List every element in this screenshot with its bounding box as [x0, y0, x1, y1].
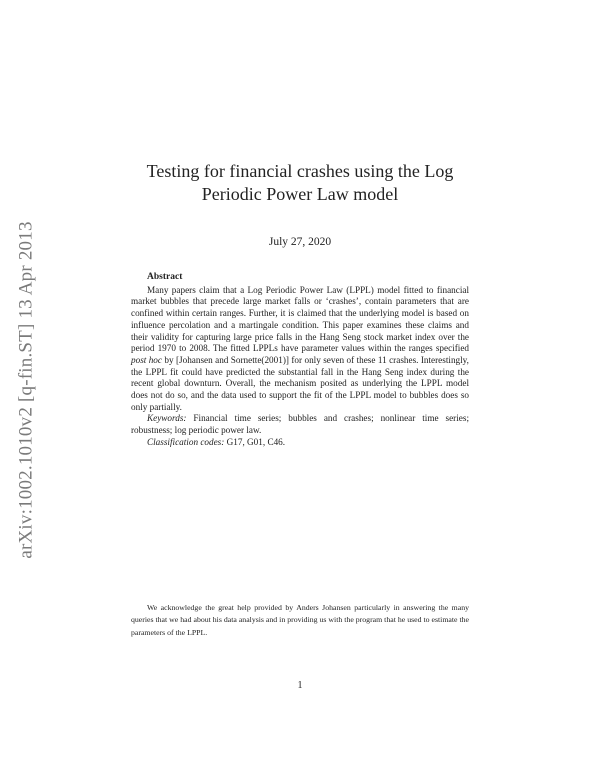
page-number: 1 [297, 680, 303, 691]
keywords [131, 413, 469, 436]
abstract-text-part1: Many papers claim that a Log Periodic Power Law (LPPL) model fitted to financial market bubbles that precede large market falls or ‘crashes’, contain parameters that are confined within certain ranges. Further, it is claimed that the underlying model is based on influence percolation and a martingale condition. This paper examines these claims and their validity for capturing large price falls in the Hang Seng stock market index over the period 1970 to 2008. The fitted LPPLs have parameter values within the ranges specified [131, 284, 469, 354]
abstract-text-part2: by [Johansen and Sornette(2001)] for only seven of these 11 crashes. Interestingly, the LPPL fit could have predicted the substantial fall in the Hang Seng index during the recent global downturn. Overall, the mechanism posited as underlying the LPPL model does not do so, and the data used to support the fit of the LPPL model to bubbles does so only partially. [131, 354, 469, 412]
abstract-text [131, 285, 469, 414]
title-line-2: Periodic Power Law model [201, 184, 399, 204]
title-line-1: Testing for financial crashes using the Log [146, 161, 454, 181]
keywords-label: Keywords: [147, 413, 187, 424]
classification-codes [131, 437, 469, 449]
classification-label: Classification codes: [147, 436, 225, 447]
acknowledgement-footnote: We acknowledge the great help provided by Anders Johansen particularly in answering the many queries that we had about his data analysis and in providing us with the program that he used to estimate the parameters of the LPPL. [131, 603, 469, 637]
abstract-heading: Abstract [147, 272, 183, 282]
abstract-text-italic: post hoc [131, 354, 162, 365]
paper-date: July 27, 2020 [268, 236, 332, 248]
paper-title [120, 160, 480, 206]
classification-text: G17, G01, C46. [224, 436, 286, 447]
arxiv-stamp [10, 210, 44, 570]
keywords-text: Financial time series; bubbles and crashes; nonlinear time series; robustness; log periodic power law. [131, 413, 469, 436]
arxiv-stamp-text: arXiv:1002.1010v2 [q-fin.ST] 13 Apr 2013 [16, 221, 37, 559]
abstract [131, 272, 469, 449]
